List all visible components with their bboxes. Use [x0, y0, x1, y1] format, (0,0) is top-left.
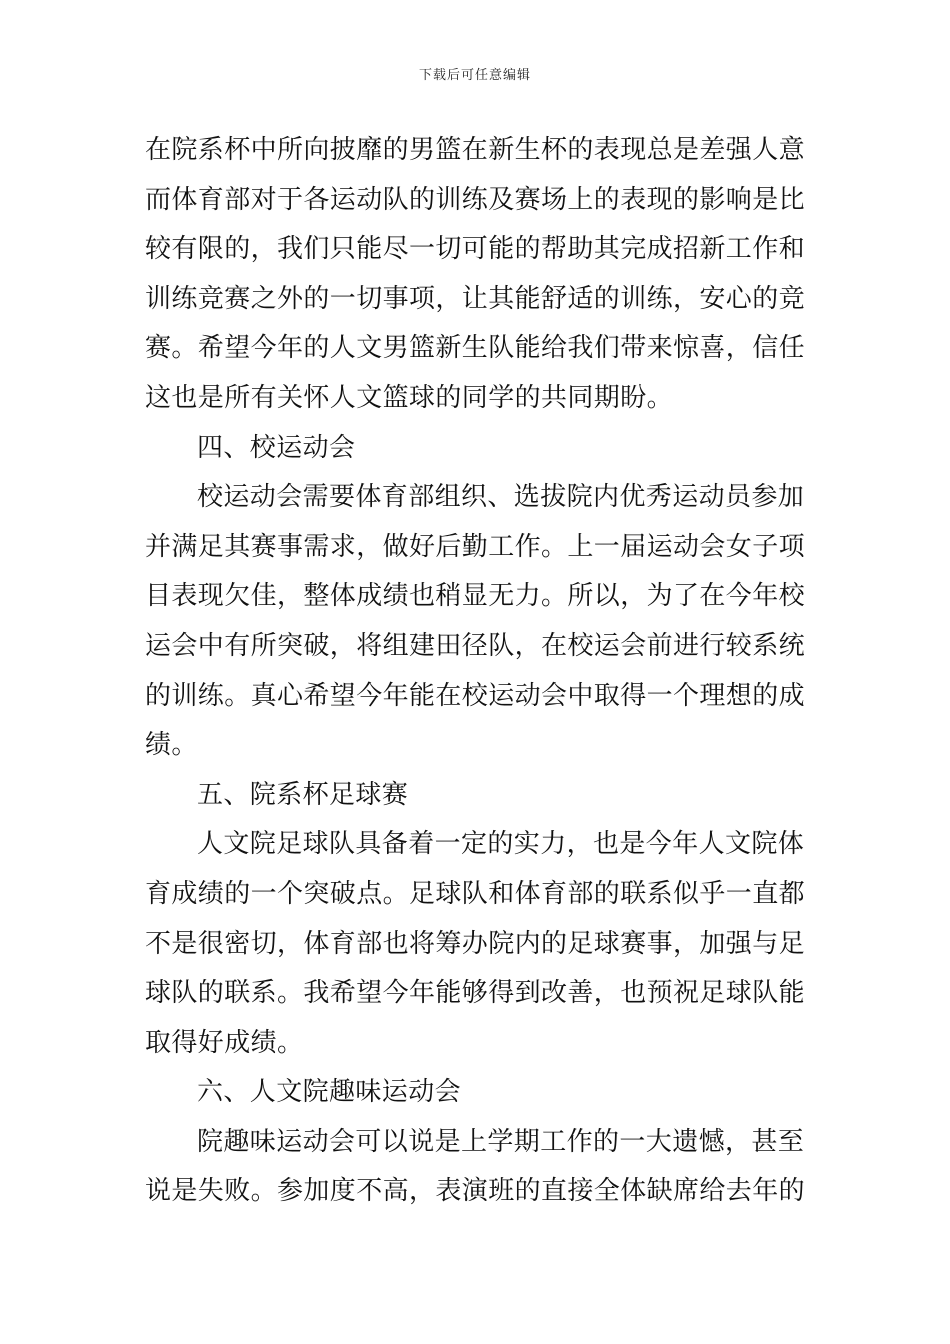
text-line: 不是很密切，体育部也将筹办院内的足球赛事，加强与足 [145, 928, 806, 959]
text-line: 校运动会需要体育部组织、选拔院内优秀运动员参加 [197, 482, 805, 513]
text-line: 取得好成绩。 [145, 1027, 304, 1058]
text-line: 院趣味运动会可以说是上学期工作的一大遗憾，甚至 [197, 1126, 805, 1157]
text-line: 的训练。真心希望今年能在校运动会中取得一个理想的成 [145, 680, 806, 711]
section-heading: 六、人文院趣味运动会 [197, 1077, 462, 1108]
page-header: 下载后可任意编辑 [418, 68, 531, 83]
text-line: 目表现欠佳，整体成绩也稍显无力。所以，为了在今年校 [145, 581, 806, 612]
text-line: 人文院足球队具备着一定的实力，也是今年人文院体 [197, 829, 805, 860]
text-line: 较有限的，我们只能尽一切可能的帮助其完成招新工作和 [145, 234, 806, 265]
text-line: 运会中有所突破，将组建田径队，在校运会前进行较系统 [145, 630, 806, 661]
text-line: 而体育部对于各运动队的训练及赛场上的表现的影响是比 [145, 184, 806, 215]
text-line: 说是失败。参加度不高，表演班的直接全体缺席给去年的 [145, 1176, 806, 1207]
text-line: 这也是所有关怀人文篮球的同学的共同期盼。 [145, 382, 674, 413]
text-line: 球队的联系。我希望今年能够得到改善，也预祝足球队能 [145, 978, 806, 1009]
text-line: 赛。希望今年的人文男篮新生队能给我们带来惊喜，信任 [145, 333, 806, 364]
text-line: 训练竞赛之外的一切事项，让其能舒适的训练，安心的竞 [145, 283, 806, 314]
document-body [145, 126, 807, 1217]
text-line: 绩。 [145, 730, 198, 761]
text-line: 并满足其赛事需求，做好后勤工作。上一届运动会女子项 [145, 531, 806, 562]
section-heading: 四、校运动会 [197, 432, 356, 463]
section-heading: 五、院系杯足球赛 [197, 779, 409, 810]
text-line: 育成绩的一个突破点。足球队和体育部的联系似乎一直都 [145, 878, 806, 909]
text-line: 在院系杯中所向披靡的男篮在新生杯的表现总是差强人意 [145, 135, 806, 165]
